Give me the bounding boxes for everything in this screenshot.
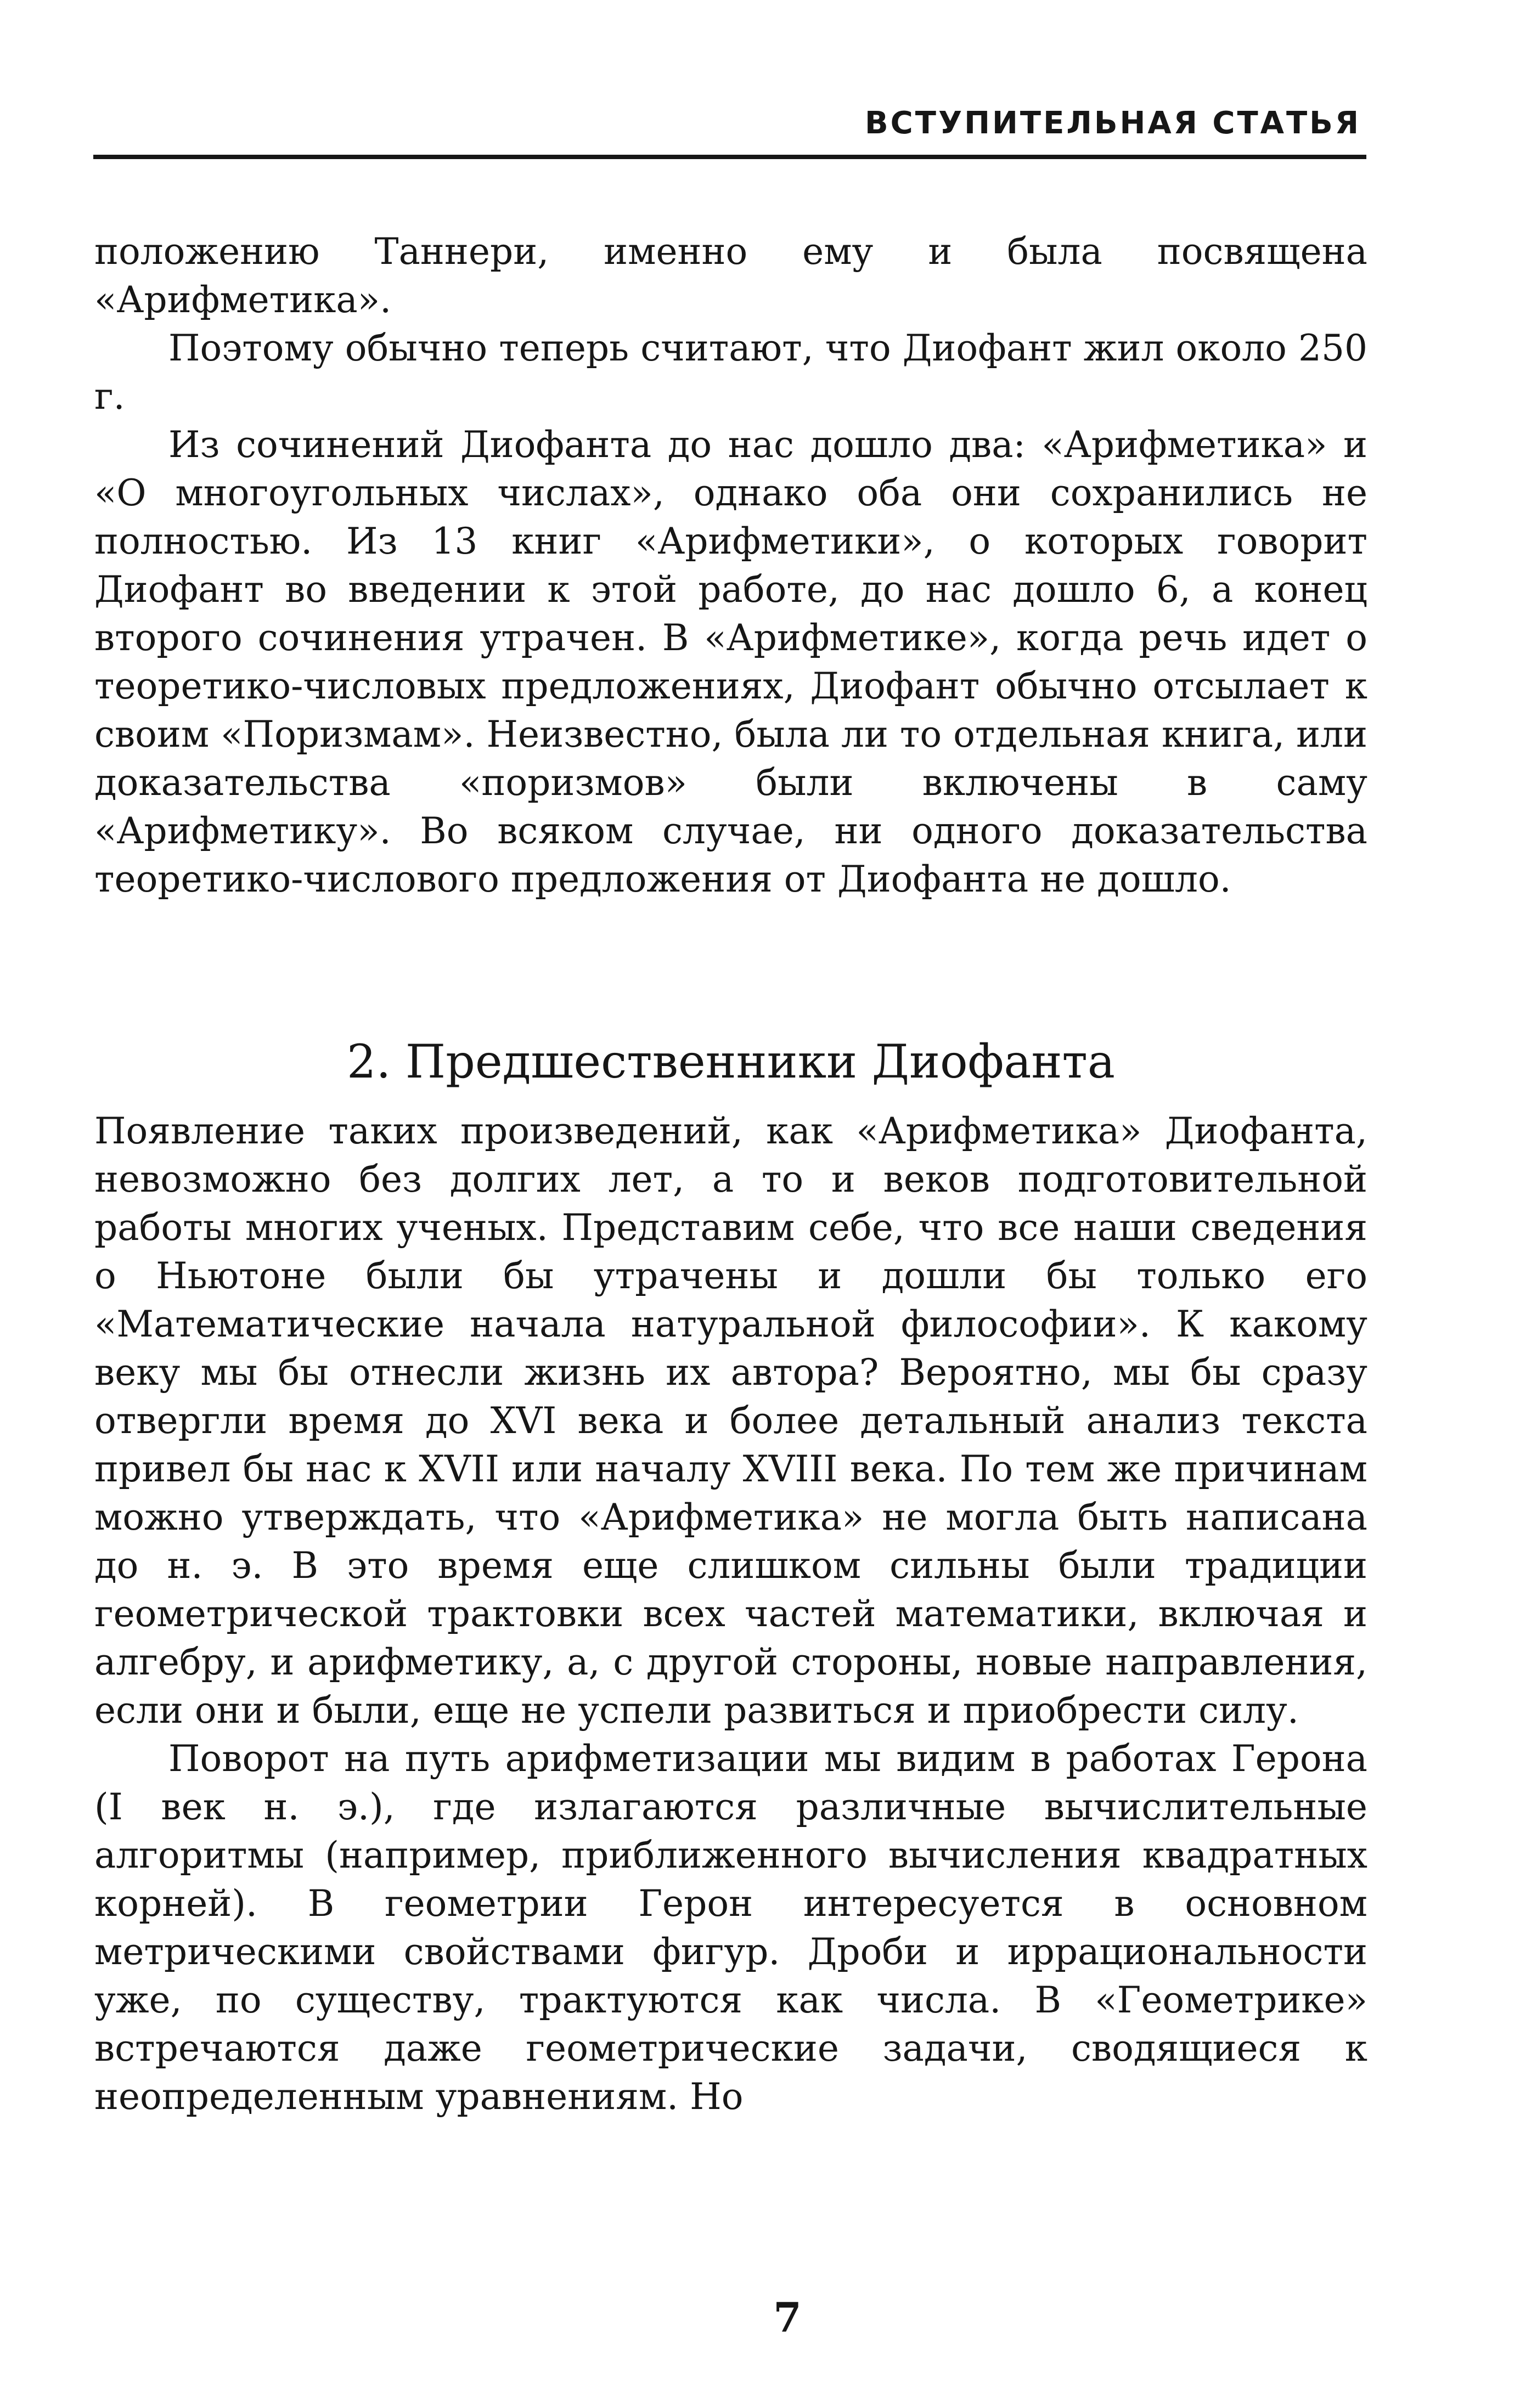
text-block-top [94,228,1367,904]
paragraph-heron: Поворот на путь арифметизации мы видим в работах Герона (I век н. э.), где излагаются различные вычислительные алгоритмы (например, приближенного вычисления квадратных корней). В геометрии Герон интересуется в основном метрическими свойствами фигур. Дроби и иррациональности уже, по существу, трактуются как числа. В «Геометрике» встречаются даже геометрические задачи, сводящиеся к неопределенным уравнениям. Но [94,1738,1367,2118]
paragraph-dating: Поэтому обычно теперь считают, что Диофант жил около 250 г. [94,327,1367,418]
page-number: 7 [773,2294,802,2342]
text-block-bottom [94,1107,1367,2121]
header-rule [93,155,1366,159]
section-title: 2. Предшественники Диофанта [347,1035,1115,1089]
paragraph-predecessors: Появление таких произведений, как «Арифметика» Диофанта, невозможно без долгих лет, а то и веков подготовительной работы многих ученых. Представим себе, что все наши сведения о Ньютоне были бы утрачены и дошли бы только его «Математические начала натуральной философии». К какому веку мы бы отнесли жизнь их автора? Вероятно, мы бы сразу отвергли время до XVI века и более детальный анализ текста привел бы нас к XVII или началу XVIII века. По тем же причинам можно утверждать, что «Арифметика» не могла быть написана до н. э. В это время еще слишком сильны были традиции геометрической трактовки всех частей математики, включая и алгебру, и арифметику, а, с другой стороны, новые направления, если они и были, еще не успели развиться и приобрести силу. [94,1110,1367,1732]
paragraph-works: Из сочинений Диофанта до нас дошло два: «Арифметика» и «О многоугольных числах», однако оба они сохранились не полностью. Из 13 книг «Арифметики», о которых говорит Диофант во введении к этой работе, до нас дошло 6, а конец второго сочинения утрачен. В «Арифметике», когда речь идет о теоретико-числовых предложениях, Диофант обычно отсылает к своим «Поризмам». Неизвестно, была ли то отдельная книга, или доказательства «поризмов» были включены в саму «Арифметику». Во всяком случае, ни одного доказательства теоретико-числового предложения от Диофанта не дошло. [94,424,1367,900]
running-head: ВСТУПИТЕЛЬНАЯ СТАТЬЯ [864,105,1361,141]
paragraph-continuation: положению Таннери, именно ему и была посвящена «Арифметика». [94,230,1367,321]
